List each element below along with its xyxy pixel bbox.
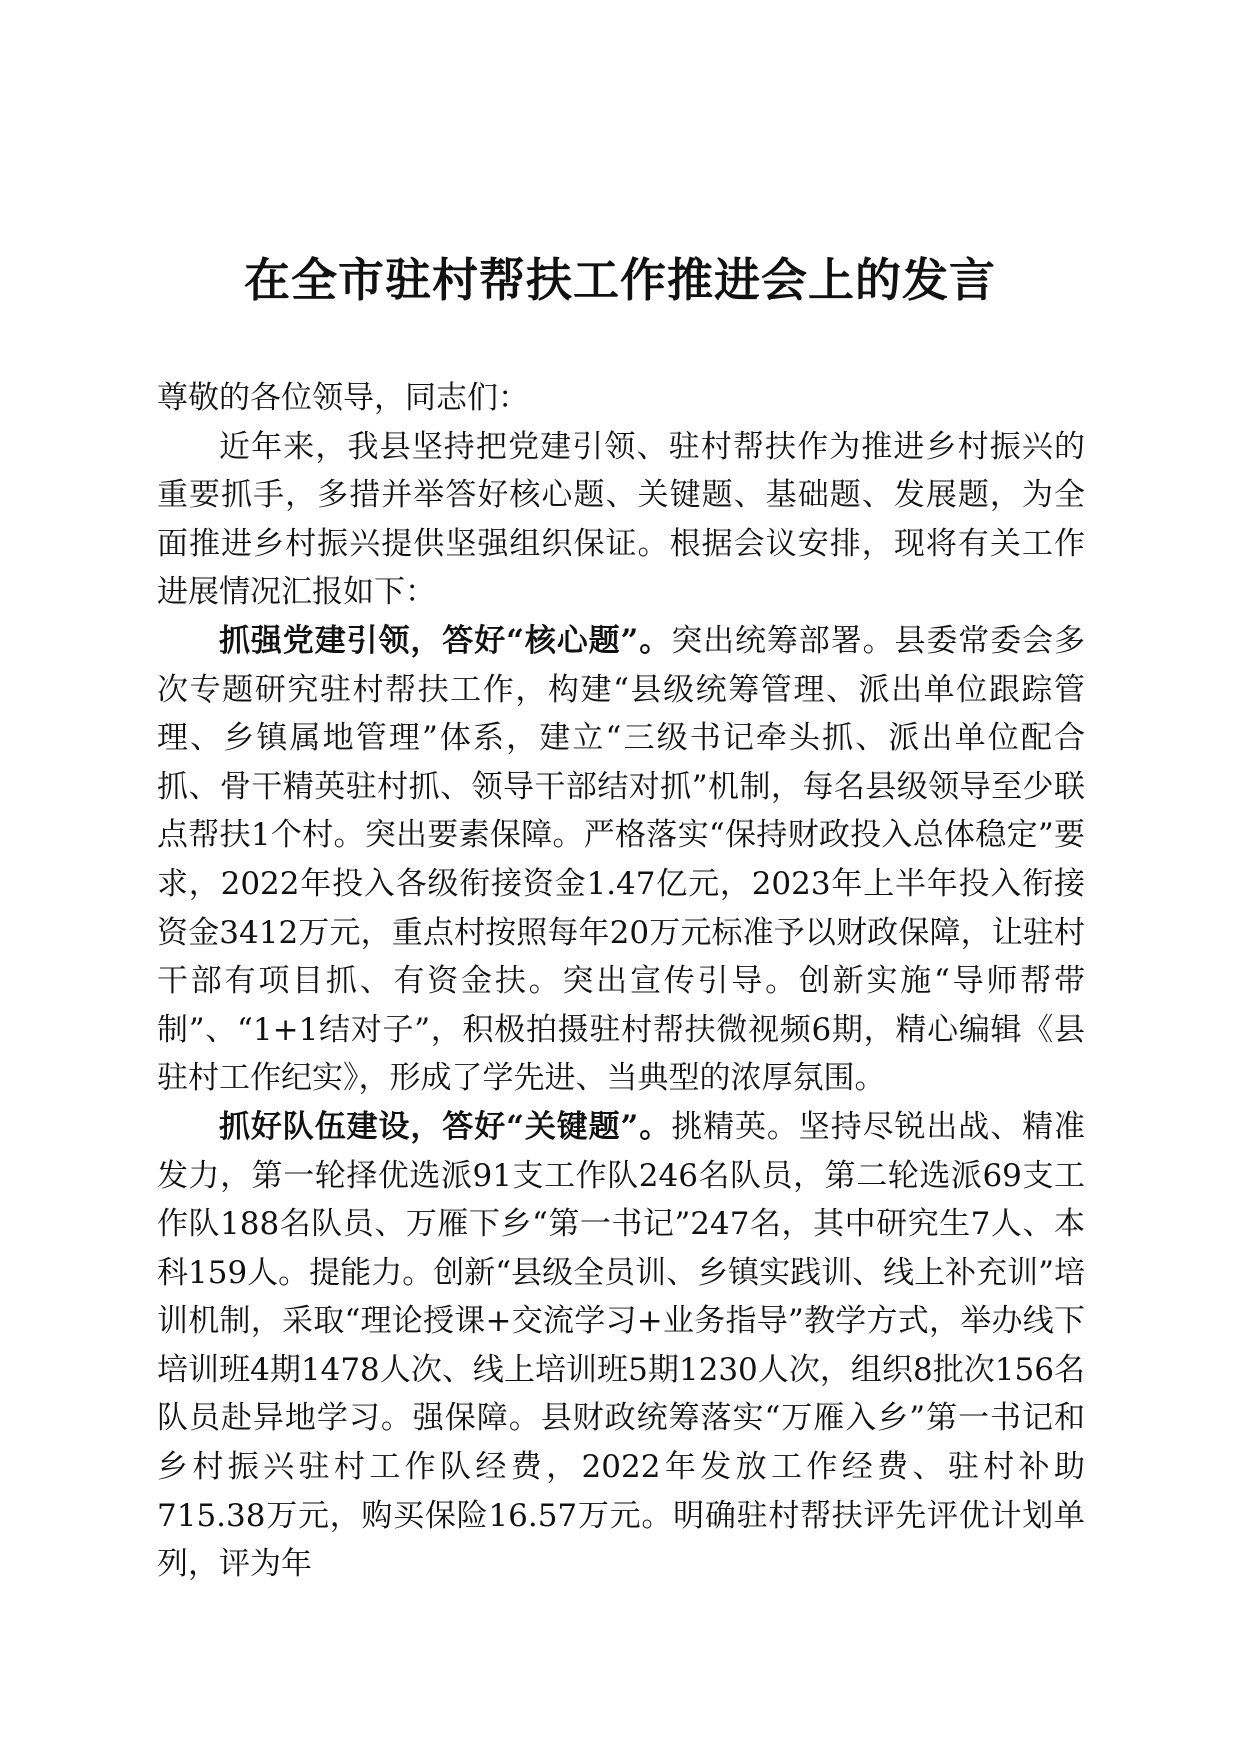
document-body	[157, 374, 1085, 1589]
paragraph-team-building	[157, 1103, 1085, 1589]
paragraph-party-building	[157, 617, 1085, 1103]
salutation: 尊敬的各位领导，同志们：	[157, 380, 529, 416]
document-title: 在全市驻村帮扶工作推进会上的发言	[244, 253, 996, 307]
paragraph-intro	[157, 423, 1085, 617]
paragraph-text: 近年来，我县坚持把党建引领、驻村帮扶作为推进乡村振兴的重要抓手，多措并举答好核心题、关键题、基础题、发展题，为全面推进乡村振兴提供坚强组织保证。根据会议安排，现将有关工作进展情况汇报如下：	[157, 428, 1085, 611]
paragraph-lead: 抓强党建引领，答好“核心题”。	[219, 622, 672, 659]
paragraph-lead: 抓好队伍建设，答好“关键题”。	[219, 1108, 672, 1145]
paragraph-text: 突出统筹部署。县委常委会多次专题研究驻村帮扶工作，构建“县级统筹管理、派出单位跟踪管理、乡镇属地管理”体系，建立“三级书记牵头抓、派出单位配合抓、骨干精英驻村抓、领导干部结对抓”机制，每名县级领导至少联点帮扶1个村。突出要素保障。严格落实“保持财政投入总体稳定”要求，2022年投入各级衔接资金1.47亿元，2023年上半年投入衔接资金3412万元，重点村按照每年20万元标准予以财政保障，让驻村干部有项目抓、有资金扶。突出宣传引导。创新实施“导师帮带制”、“1+1结对子”，积极拍摄驻村帮扶微视频6期，精心编辑《县驻村工作纪实》，形成了学先进、当典型的浓厚氛围。	[157, 622, 1085, 1097]
paragraph-text: 挑精英。坚持尽锐出战、精准发力，第一轮择优选派91支工作队246名队员，第二轮选派69支工作队188名队员、万雁下乡“第一书记”247名，其中研究生7人、本科159人。提能力。创新“县级全员训、乡镇实践训、线上补充训”培训机制，采取“理论授课+交流学习+业务指导”教学方式，举办线下培训班4期1478人次、线上培训班5期1230人次，组织8批次156名队员赴异地学习。强保障。县财政统筹落实“万雁入乡”第一书记和乡村振兴驻村工作队经费，2022年发放工作经费、驻村补助715.38万元，购买保险16.57万元。明确驻村帮扶评先评优计划单列，评为年	[157, 1108, 1085, 1583]
